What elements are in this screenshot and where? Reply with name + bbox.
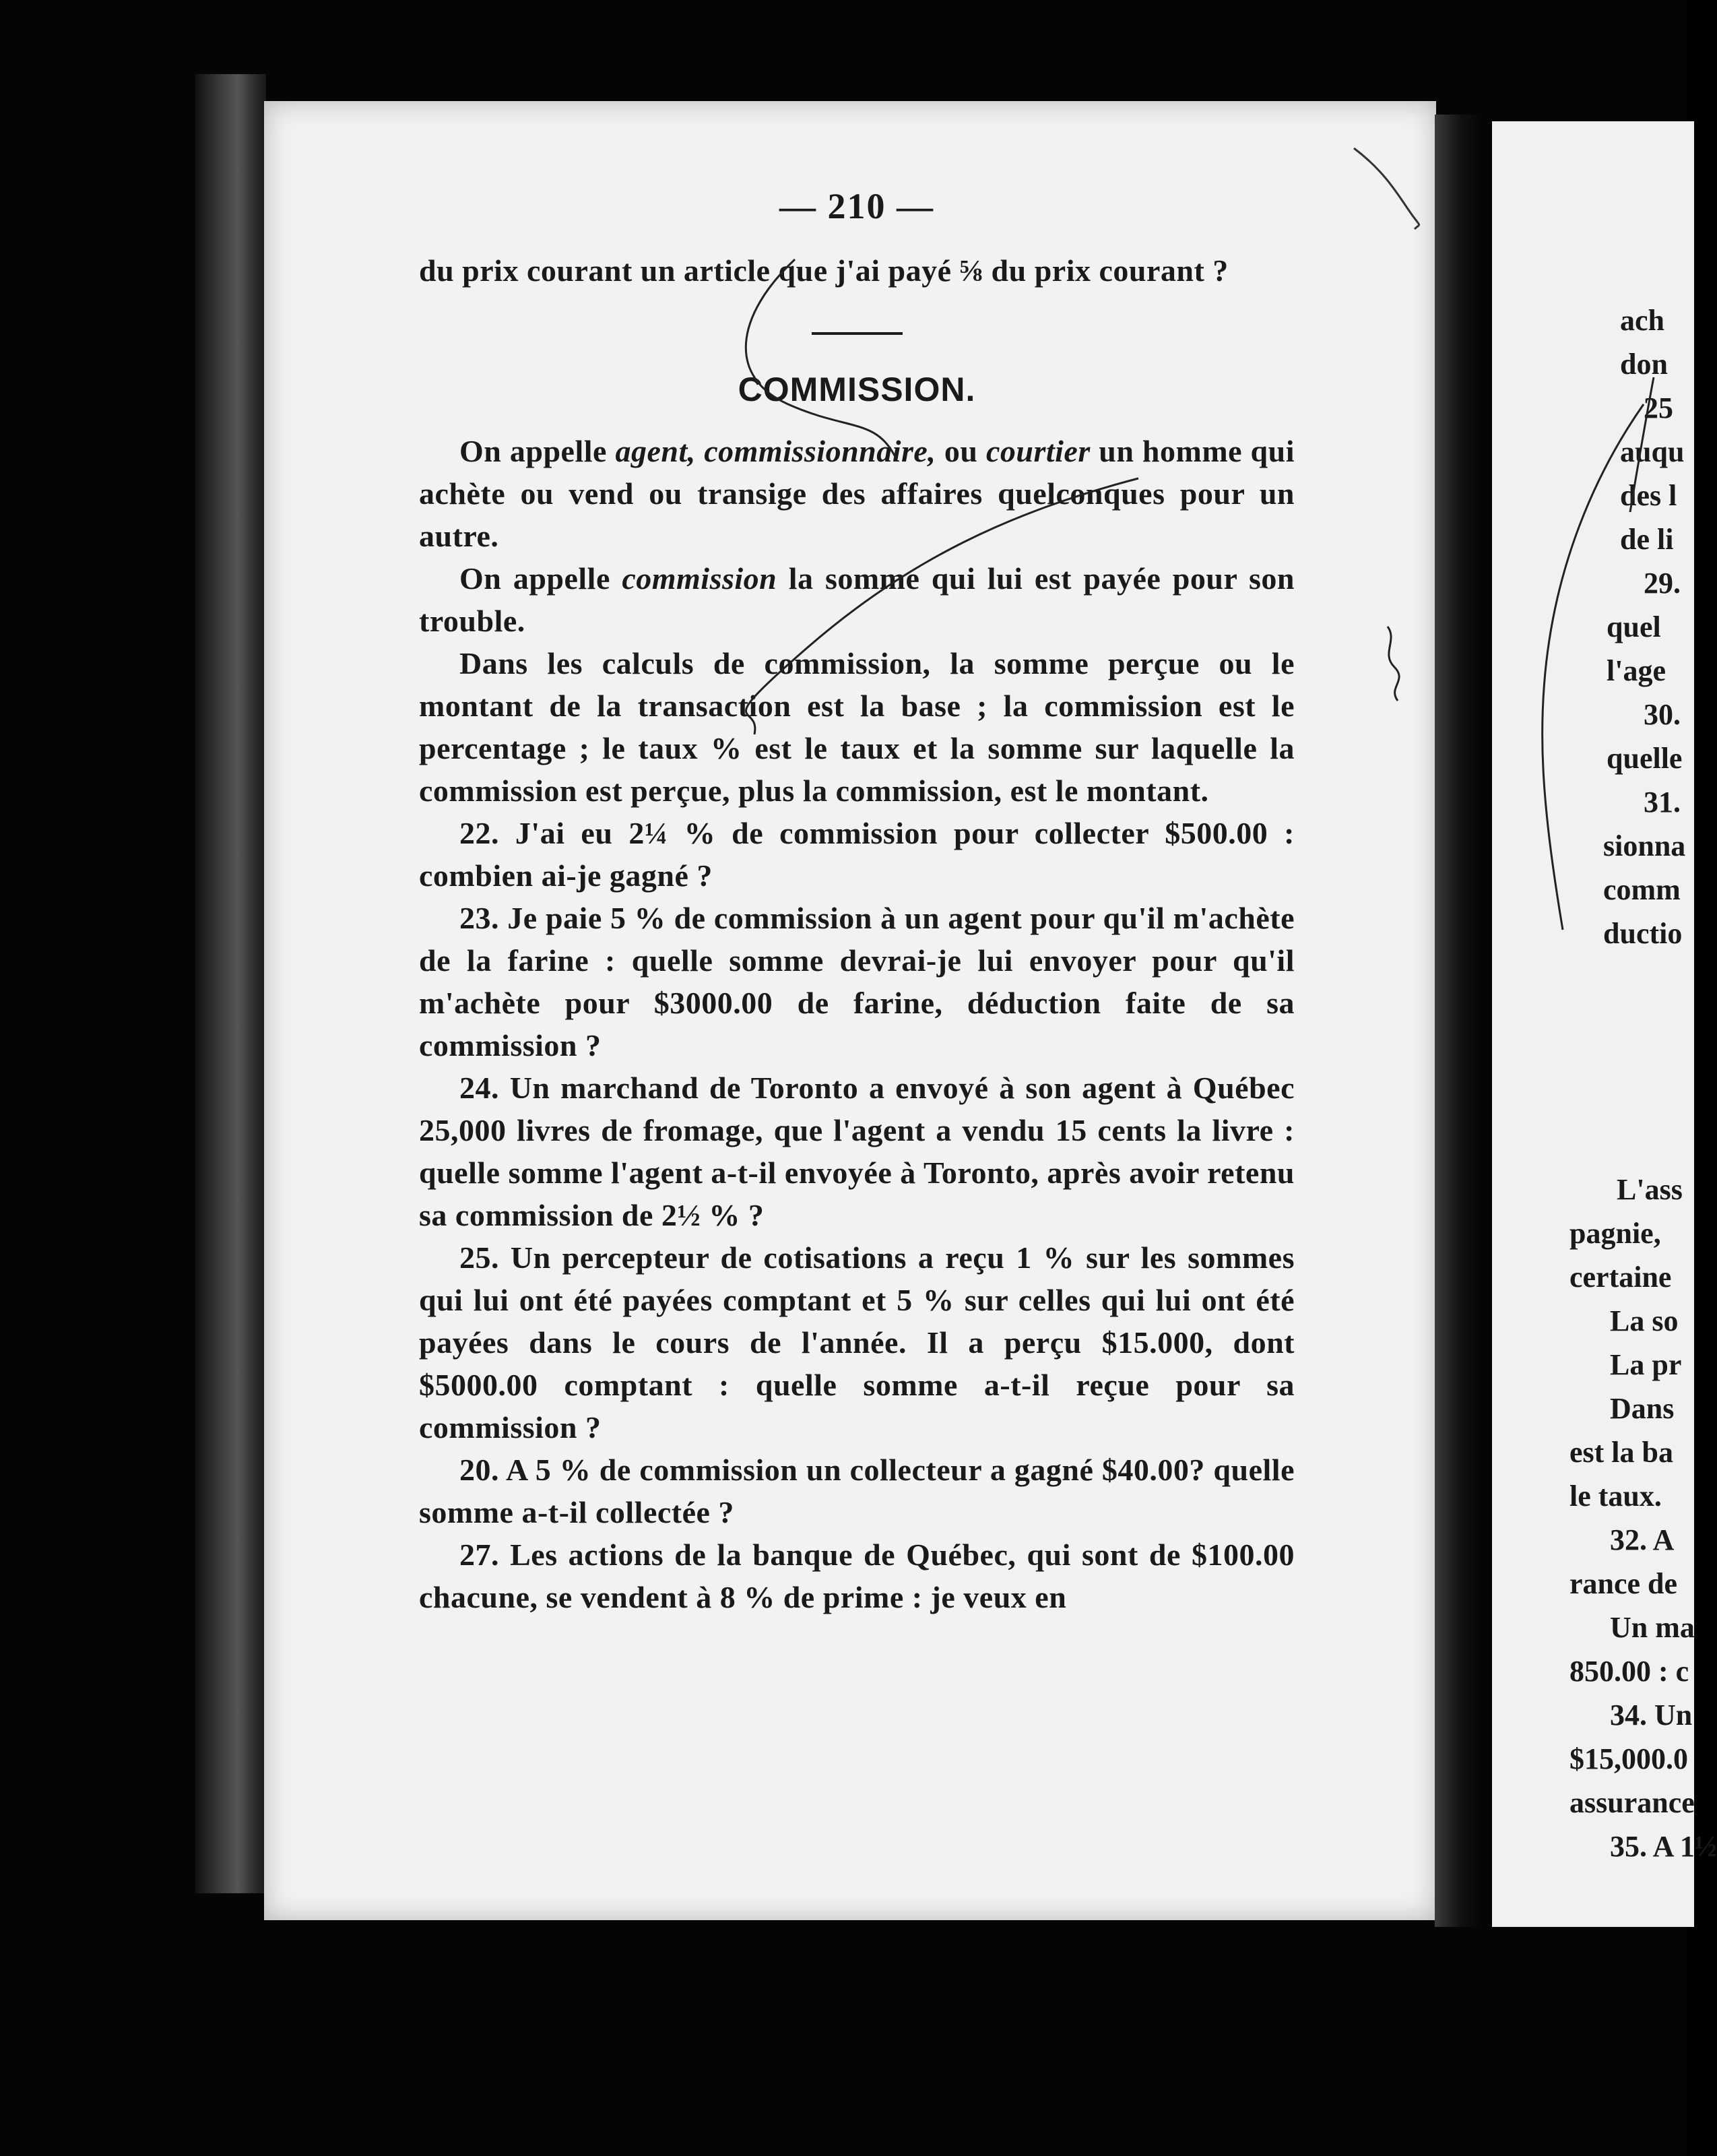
explanation-paragraph: Dans les calculs de commission, la somme perçue ou le montant de la transaction est la base ; la commission est le percentage ; le taux % est le taux et la somme sur laquelle la commission est perçue, plus la commission, est le montant. xyxy=(419,646,1295,808)
right-line: 29. xyxy=(1644,567,1681,600)
right-line: Un ma xyxy=(1610,1611,1695,1644)
problem-22: 22. J'ai eu 2¼ % de commission pour collecter $500.00 : combien ai-je gagné ? xyxy=(419,816,1295,893)
right-page-lines xyxy=(1492,121,1717,1927)
right-line: $15,000.0 xyxy=(1569,1742,1688,1775)
right-line: ach xyxy=(1620,304,1664,337)
opening-paragraph: du prix courant un article que j'ai payé ⅝ du prix courant ? xyxy=(419,253,1229,288)
right-line: rance de xyxy=(1569,1567,1678,1600)
right-line: quel xyxy=(1607,610,1661,643)
definition-commission xyxy=(419,557,1295,642)
defined-term: agent, commissionnaire, xyxy=(615,434,936,468)
right-line: don xyxy=(1620,348,1668,381)
right-line: 850.00 : c xyxy=(1569,1655,1689,1688)
defined-term: commission xyxy=(622,561,777,596)
right-line: des l xyxy=(1620,479,1677,512)
right-line: assurance xyxy=(1569,1786,1695,1819)
right-line: Dans xyxy=(1610,1392,1675,1425)
right-line: est la ba xyxy=(1569,1436,1673,1469)
problem-23: 23. Je paie 5 % de commission à un agent pour qu'il m'achète de la farine : quelle somme devrai-je lui envoyer pour qu'il m'achète pour $3000.00 de farine, déduction faite de sa commission ? xyxy=(419,901,1295,1063)
right-line: ductio xyxy=(1603,917,1683,950)
definition-text: On appelle xyxy=(459,434,616,468)
right-line: de li xyxy=(1620,523,1674,556)
right-line: certaine xyxy=(1569,1261,1672,1294)
right-line: comm xyxy=(1603,873,1681,906)
right-line: La so xyxy=(1610,1304,1679,1337)
definition-text: ou xyxy=(936,434,986,468)
right-line: auqu xyxy=(1620,435,1685,468)
definition-text: On appelle xyxy=(459,561,622,596)
definition-agent xyxy=(419,430,1295,557)
section-title: COMMISSION. xyxy=(738,371,976,408)
right-line: 32. A xyxy=(1610,1523,1675,1556)
right-line: quelle xyxy=(1607,742,1683,775)
defined-term: courtier xyxy=(985,434,1091,468)
definition-text: la somme qui lui est payée pour son trouble. xyxy=(419,561,1295,638)
definition-text: un homme qui achète ou vend ou transige des affaires quelconques pour un autre. xyxy=(419,434,1295,553)
problem-26: 20. A 5 % de commission un collecteur a gagné $40.00? quelle somme a-t-il collectée ? xyxy=(419,1453,1295,1529)
right-line: 35. A 1½ xyxy=(1610,1830,1717,1863)
right-line: sionna xyxy=(1603,829,1686,862)
problem-25: 25. Un percepteur de cotisations a reçu 1 % sur les sommes qui lui ont été payées comptant et 5 % sur celles qui lui ont été payées dans le cours de l'année. Il a perçu $15.000, dont $5000.00 comptant : quelle somme a-t-il reçue pour sa commission ? xyxy=(419,1240,1295,1445)
page-content xyxy=(419,185,1295,1618)
right-line: L'ass xyxy=(1617,1173,1683,1206)
right-line: pagnie, xyxy=(1569,1217,1661,1250)
book-page-edge xyxy=(195,74,266,1893)
right-line: 25 xyxy=(1644,391,1673,424)
right-line: le taux. xyxy=(1569,1480,1662,1513)
right-line: l'age xyxy=(1607,654,1666,687)
section-divider xyxy=(812,332,903,335)
book-gutter xyxy=(1435,115,1482,1927)
problem-27: 27. Les actions de la banque de Québec, qui sont de $100.00 chacune, se vendent à 8 % de prime : je veux en xyxy=(419,1537,1295,1614)
right-line: 30. xyxy=(1644,698,1681,731)
right-page-fragment xyxy=(1492,121,1717,1927)
right-line: 34. Un xyxy=(1610,1699,1693,1732)
right-line: La pr xyxy=(1610,1348,1682,1381)
problem-24: 24. Un marchand de Toronto a envoyé à son agent à Québec 25,000 livres de fromage, que l'agent a vendu 15 cents la livre : quelle somme l'agent a-t-il envoyée à Toronto, après avoir retenu sa commission de 2½ % ? xyxy=(419,1071,1295,1232)
right-line: 31. xyxy=(1644,786,1681,819)
page-number: — 210 — xyxy=(779,186,934,226)
left-page xyxy=(264,101,1436,1920)
